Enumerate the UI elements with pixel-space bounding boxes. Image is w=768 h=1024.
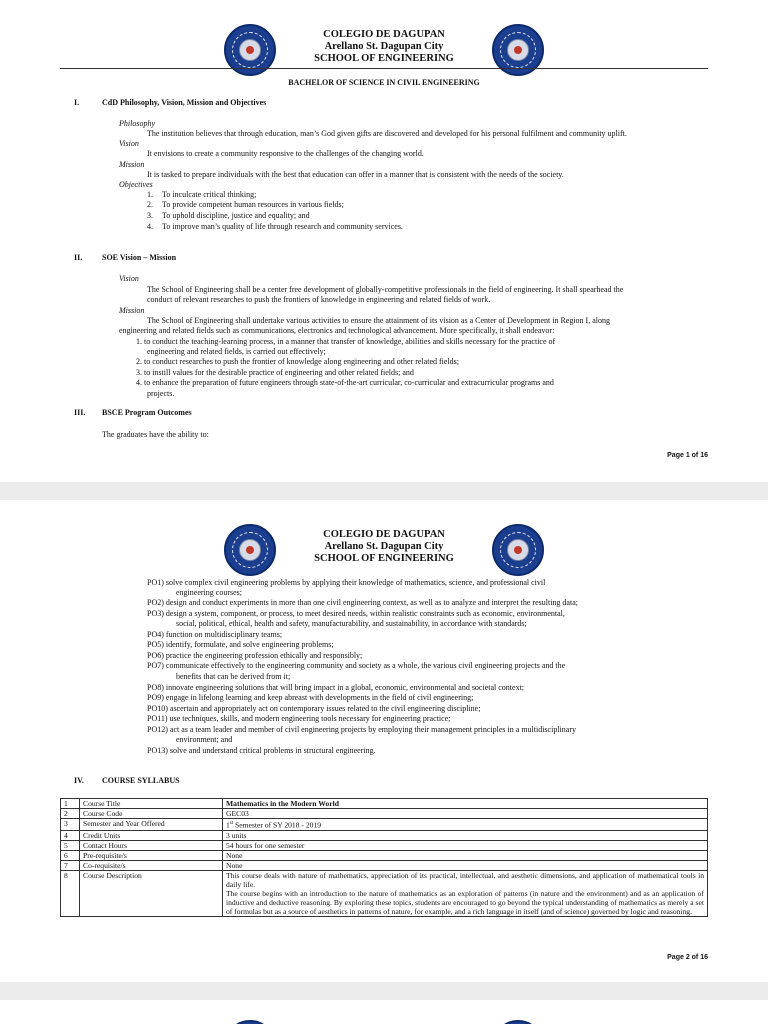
engineering-seal-icon (492, 1020, 544, 1024)
program-outcome: PO12) act as a team leader and member of civil engineering projects by employing their management principles in a multidisciplinary (147, 725, 576, 734)
table-row (61, 830, 708, 840)
header-rule (60, 68, 708, 69)
row-label: Contact Hours (80, 840, 223, 850)
section-number: III. (74, 408, 86, 417)
description-paragraph: This course deals with nature of mathematics, appreciation of its practical, intellectual, and aesthetic dimensions, and application of mathematical tools in daily life. (226, 870, 704, 889)
college-address: Arellano St. Dagupan City (324, 41, 444, 52)
program-outcome: benefits that can be derived from it; (176, 672, 291, 681)
soe-vision-text: conduct of relevant researches to push the frontiers of knowledge in engineering and related fields of work. (147, 295, 491, 304)
college-seal-icon (224, 1020, 276, 1024)
row-label: Semester and Year Offered (80, 819, 223, 831)
program-outcome: PO9) engage in lifelong learning and keep abreast with developments in the field of civil engineering; (147, 693, 474, 702)
row-value: Mathematics in the Modern World (223, 799, 708, 809)
program-outcome: PO3) design a system, component, or process, to meet desired needs, within realistic constraints such as economic, environmental, (147, 609, 565, 618)
section-title: COURSE SYLLABUS (102, 776, 180, 785)
list-item: 2. to conduct researches to push the frontier of knowledge along engineering and other related fields; (136, 357, 459, 366)
row-number: 8 (61, 870, 80, 916)
program-outcome: PO7) communicate effectively to the engineering community and society as a whole, the various civil engineering projects and the (147, 661, 566, 670)
section-number: I. (74, 98, 80, 107)
section-number: II. (74, 253, 83, 262)
school-name: SCHOOL OF ENGINEERING (314, 53, 454, 64)
row-value: GEC03 (223, 809, 708, 819)
row-value-number: 1 (226, 820, 230, 830)
course-description (223, 870, 708, 916)
row-value-text: Semester of SY 2018 - 2019 (233, 820, 322, 830)
list-item: 3. to instill values for the desirable practice of engineering and other related fields; and (136, 368, 414, 377)
table-row (61, 870, 708, 916)
list-item: 1. to conduct the teaching-learning process, in a manner that transfer of knowledge, abilities and skills necessary for the practice of (136, 337, 556, 346)
list-item-number: 1. (147, 190, 153, 199)
table-row (61, 850, 708, 860)
mission-label: Mission (119, 160, 145, 169)
soe-mission-text: The School of Engineering shall undertake various activities to ensure the attainment of its vision as a Center of Development in Region I, along (147, 316, 610, 325)
row-number: 5 (61, 840, 80, 850)
philosophy-text: The institution believes that through education, man’s God given gifts are discovered and developed for his personal fulfilment and community uplift. (147, 129, 627, 138)
program-outcome: PO1) solve complex civil engineering problems by applying their knowledge of mathematics, science, and professional civil (147, 578, 546, 587)
row-number: 6 (61, 850, 80, 860)
list-item: To uphold discipline, justice and equality; and (162, 211, 310, 220)
page-number: Page 2 of 16 (667, 954, 708, 961)
list-item: 4. to enhance the preparation of future engineers through state-of-the-art curricular, co-curricular and extracurricular programs and (136, 378, 554, 387)
row-value: 54 hours for one semester (223, 840, 708, 850)
page-number: Page 1 of 16 (667, 452, 708, 459)
college-name: COLEGIO DE DAGUPAN (323, 29, 445, 40)
description-paragraph: The course begins with an introduction to the nature of mathematics as an exploration of patterns (in nature and the environment) and as an application of inductive and deductive reasoning. By exploring these topics, students are encouraged to go beyond the typical understanding of mathematics as merely a set of formulas but as a source of aesthetics in patterns of nature, for example, and a rich language in itself (and of science) governed by logic and reasoning. (226, 888, 704, 916)
row-value: None (223, 850, 708, 860)
soe-vision-label: Vision (119, 274, 139, 283)
program-outcome: PO2) design and conduct experiments in more than one civil engineering context, as well as to analyze and interpret the resulting data; (147, 598, 578, 607)
list-item: To provide competent human resources in various fields; (162, 200, 344, 209)
row-number: 4 (61, 830, 80, 840)
vision-label: Vision (119, 139, 139, 148)
soe-mission-label: Mission (119, 306, 145, 315)
page-1 (0, 0, 768, 482)
table-row (61, 840, 708, 850)
section-title: SOE Vision – Mission (102, 253, 177, 262)
philosophy-label: Philosophy (119, 119, 155, 128)
program-outcome: PO6) practice the engineering profession ethically and responsibly; (147, 651, 363, 660)
page-2 (0, 500, 768, 982)
college-name: COLEGIO DE DAGUPAN (323, 529, 445, 540)
row-label: Course Description (80, 870, 223, 916)
outcomes-intro: The graduates have the ability to: (102, 430, 209, 439)
row-value: 3 units (223, 830, 708, 840)
program-outcome: PO13) solve and understand critical problems in structural engineering. (147, 746, 376, 755)
row-label: Pre-requisite/s (80, 850, 223, 860)
table-row (61, 809, 708, 819)
row-number: 3 (61, 819, 80, 831)
list-item-number: 3. (147, 211, 153, 220)
section-number: IV. (74, 776, 84, 785)
page-3 (0, 1000, 768, 1024)
program-title: BACHELOR OF SCIENCE IN CIVIL ENGINEERING (288, 78, 480, 87)
table-row (61, 860, 708, 870)
soe-vision-text: The School of Engineering shall be a center free development of globally-competitive professionals in the field of engineering. It shall spearhead the (147, 285, 624, 294)
row-label: Credit Units (80, 830, 223, 840)
program-outcome: environment; and (176, 735, 233, 744)
list-item: To inculcate critical thinking; (162, 190, 257, 199)
row-value (223, 819, 708, 831)
college-address: Arellano St. Dagupan City (324, 541, 444, 552)
program-outcome: PO4) function on multidisciplinary teams; (147, 630, 283, 639)
row-number: 7 (61, 860, 80, 870)
row-label: Co-requisite/s (80, 860, 223, 870)
section-title: CdD Philosophy, Vision, Mission and Objectives (102, 98, 267, 107)
row-label: Course Title (80, 799, 223, 809)
table-row (61, 819, 708, 831)
row-label: Course Code (80, 809, 223, 819)
list-item: projects. (147, 389, 175, 398)
vision-text: It envisions to create a community responsive to the challenges of the changing world. (147, 149, 424, 158)
program-outcome: PO8) innovate engineering solutions that will bring impact in a global, economic, environmental and societal context; (147, 683, 525, 692)
list-item: To improve man’s quality of life through research and community services. (162, 222, 403, 231)
soe-mission-text: engineering and related fields such as communications, electronics and technological advancement. More specifically, it shall endeavor: (119, 326, 555, 335)
table-row (61, 799, 708, 809)
list-item: engineering and related fields, is carried out effectively; (147, 347, 326, 356)
section-title: BSCE Program Outcomes (102, 408, 192, 417)
program-outcome: PO10) ascertain and appropriately act on contemporary issues related to the civil engineering discipline; (147, 704, 481, 713)
list-item-number: 4. (147, 222, 153, 231)
course-syllabus-table (60, 798, 708, 917)
program-outcome: social, political, ethical, health and safety, manufacturability, and sustainability, in accordance with standards; (176, 619, 527, 628)
row-value: None (223, 860, 708, 870)
list-item-number: 2. (147, 200, 153, 209)
mission-text: It is tasked to prepare individuals with the best that education can offer in a manner that is consistent with the needs of the society. (147, 170, 564, 179)
program-outcome: PO5) identify, formulate, and solve engineering problems; (147, 640, 334, 649)
program-outcome: engineering courses; (176, 588, 242, 597)
row-number: 2 (61, 809, 80, 819)
program-outcome: PO11) use techniques, skills, and modern engineering tools necessary for engineering practice; (147, 714, 451, 723)
objectives-label: Objectives (119, 180, 153, 189)
school-name: SCHOOL OF ENGINEERING (314, 553, 454, 564)
row-number: 1 (61, 799, 80, 809)
page-header (0, 520, 768, 576)
row-value-suffix: st (229, 821, 234, 826)
